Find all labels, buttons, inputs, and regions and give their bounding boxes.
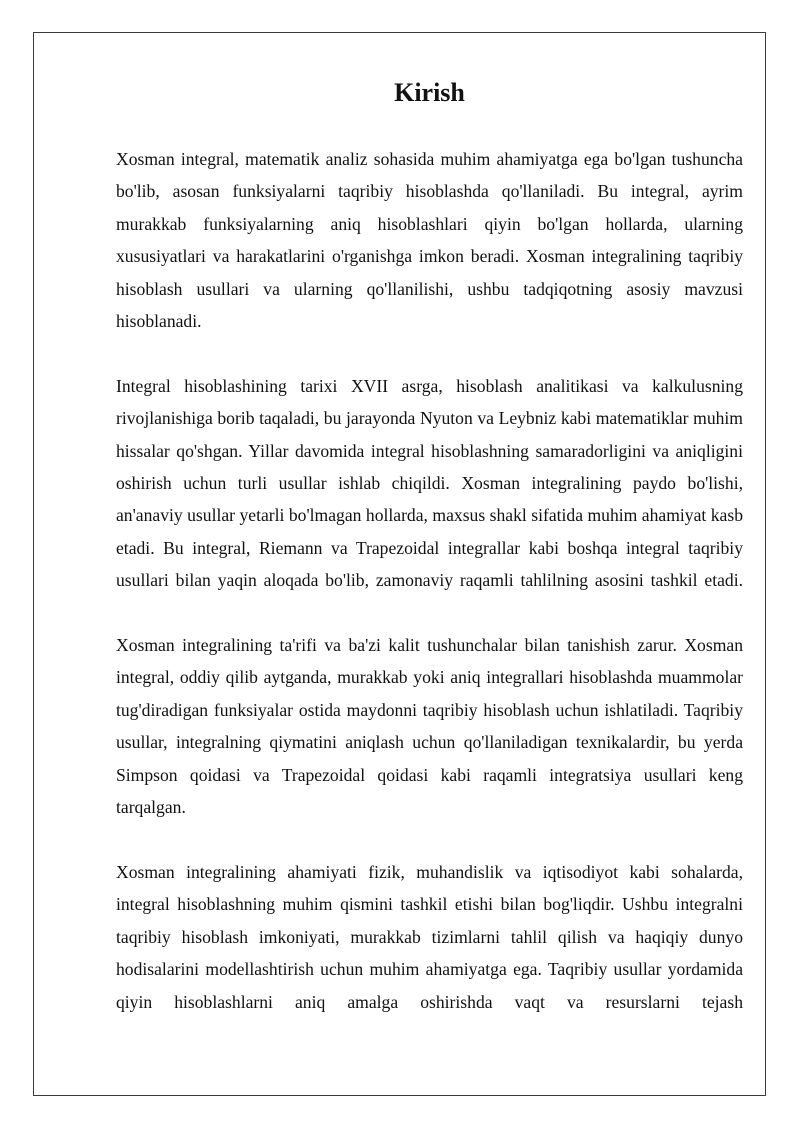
page-title: Kirish: [394, 78, 465, 107]
paragraph-gap: [116, 597, 743, 629]
paragraph-gap: [116, 337, 743, 369]
paragraph-3: Xosman integralining ta'rifi va ba'zi kalit tushunchalar bilan tanishish zarur. Xosman integral, oddiy qilib aytganda, murakkab yoki aniq integrallari hisoblashda muammolar tug'diradigan funksiyalar ostida maydonni taqribiy hisoblash uchun ishlatiladi. Taqribiy usullar, integralning qiymatini aniqlash uchun qo'llaniladigan texnikalardir, bu yerda Simpson qoidasi va Trapezoidal qoidasi kabi raqamli integratsiya usullari keng tarqalgan.: [116, 635, 743, 818]
paragraph-gap: [116, 824, 743, 856]
page-frame: [33, 32, 766, 1096]
paragraph-1: Xosman integral, matematik analiz sohasida muhim ahamiyatga ega bo'lgan tushuncha bo'lib, asosan funksiyalarni taqribiy hisoblashda qo'llaniladi. Bu integral, ayrim murakkab funksiyalarning aniq hisoblashlari qiyin bo'lgan hollarda, ularning xususiyatlari va harakatlarini o'rganishga imkon beradi. Xosman integralining taqribiy hisoblash usullari va ularning qo'llanilishi, ushbu tadqiqotning asosiy mavzusi hisoblanadi.: [116, 149, 743, 332]
paragraph-4: Xosman integralining ahamiyati fizik, muhandislik va iqtisodiyot kabi sohalarda, integral hisoblashning muhim qismini tashkil etishi bilan bog'liqdir. Ushbu integralni taqribiy hisoblash imkoniyati, murakkab tizimlarni tahlil qilish va haqiqiy dunyo hodisalarini modellashtirish uchun muhim ahamiyatga ega. Taqribiy usullar yordamida qiyin hisoblashlarni aniq amalga oshirishda vaqt va resurslarni tejash: [116, 861, 743, 1012]
document-body: [116, 77, 743, 1018]
paragraph-2: Integral hisoblashining tarixi XVII asrga, hisoblash analitikasi va kalkulusning rivojlanishiga borib taqaladi, bu jarayonda Nyuton va Leybniz kabi matematiklar muhim hissalar qo'shgan. Yillar davomida integral hisoblashning samaradorligini va aniqligini oshirish uchun turli usullar ishlab chiqildi. Xosman integralining paydo bo'lishi, an'anaviy usullar yetarli bo'lmagan hollarda, maxsus shakl sifatida muhim ahamiyat kasb etadi. Bu integral, Riemann va Trapezoidal integrallar kabi boshqa integral taqribiy usullari bilan yaqin aloqada bo'lib, zamonaviy raqamli tahlilning asosini tashkil etadi.: [116, 375, 743, 591]
